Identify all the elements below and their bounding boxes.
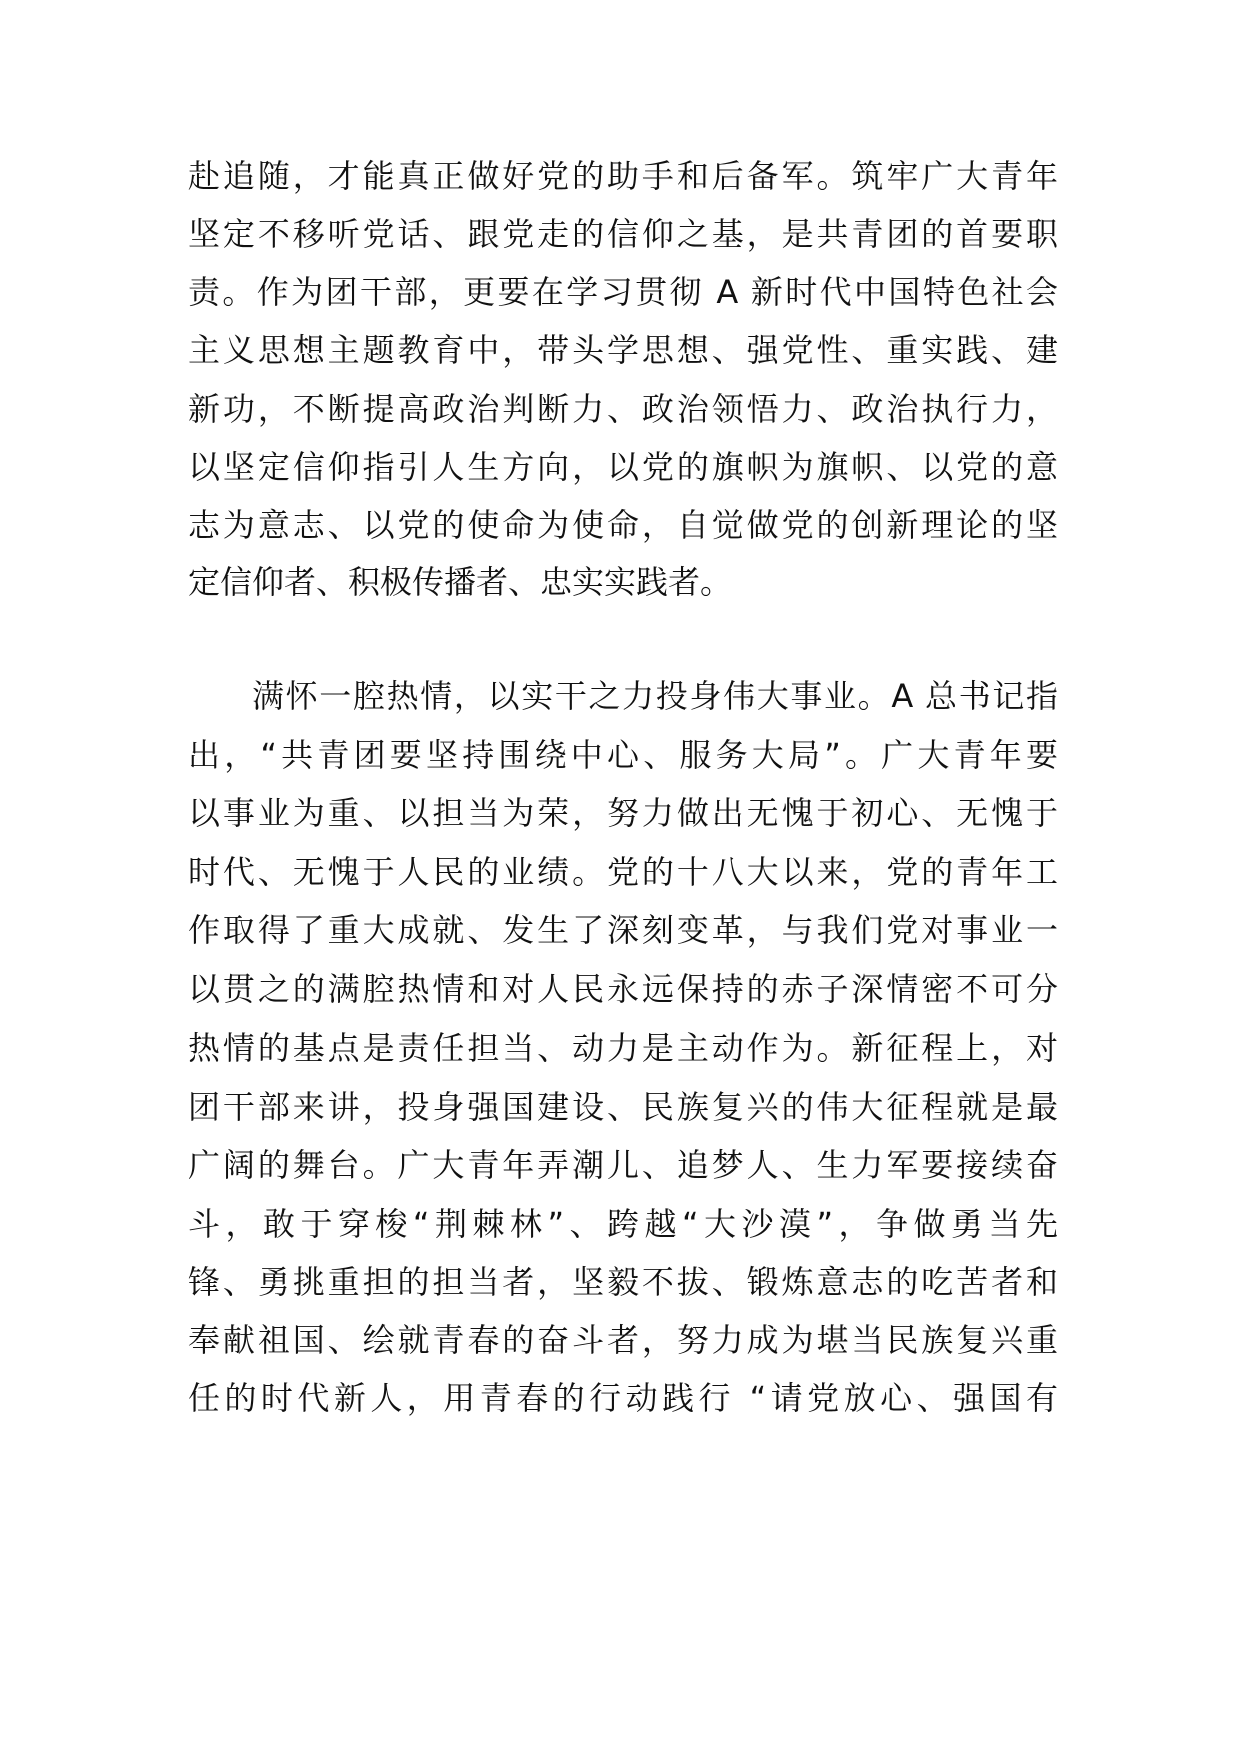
- text-line: 以贯之的满腔热情和对人民永远保持的赤子深情密不可分: [188, 970, 1058, 1008]
- text-line: 满怀一腔热情，以实干之力投身伟大事业。A 总书记指: [252, 677, 1058, 715]
- text-line: 赴追随，才能真正做好党的助手和后备军。筑牢广大青年: [188, 157, 1058, 195]
- text-line: 以事业为重、以担当为荣，努力做出无愧于初心、无愧于: [188, 794, 1058, 832]
- text-line: 主义思想主题教育中，带头学思想、强党性、重实践、建: [188, 331, 1058, 369]
- text-line: 定信仰者、积极传播者、忠实实践者。: [188, 563, 733, 601]
- text-line: 奉献祖国、绘就青春的奋斗者，努力成为堪当民族复兴重: [188, 1321, 1058, 1359]
- text-line: 团干部来讲，投身强国建设、民族复兴的伟大征程就是最: [188, 1088, 1058, 1126]
- text-line: 广阔的舞台。广大青年弄潮儿、追梦人、生力军要接续奋: [188, 1146, 1058, 1184]
- text-line: 新功，不断提高政治判断力、政治领悟力、政治执行力，: [188, 390, 1058, 428]
- text-line: 斗，敢于穿梭“荆棘林”、跨越“大沙漠”，争做勇当先: [188, 1205, 1058, 1243]
- text-line: 坚定不移听党话、跟党走的信仰之基，是共青团的首要职: [188, 215, 1058, 253]
- text-line: 时代、无愧于人民的业绩。党的十八大以来，党的青年工: [188, 853, 1058, 891]
- text-line: 作取得了重大成就、发生了深刻变革，与我们党对事业一: [188, 911, 1058, 949]
- text-line: 锋、勇挑重担的担当者，坚毅不拔、锻炼意志的吃苦者和: [188, 1263, 1058, 1301]
- text-line: 热情的基点是责任担当、动力是主动作为。新征程上，对: [188, 1029, 1058, 1067]
- text-line: 出，“共青团要坚持围绕中心、服务大局”。广大青年要: [188, 736, 1058, 774]
- text-line: 志为意志、以党的使命为使命，自觉做党的创新理论的坚: [188, 506, 1058, 544]
- text-line: 以坚定信仰指引人生方向，以党的旗帜为旗帜、以党的意: [188, 448, 1058, 486]
- text-line: 责。作为团干部，更要在学习贯彻 A 新时代中国特色社会: [188, 273, 1058, 311]
- text-line: 任的时代新人，用青春的行动践行 “请党放心、强国有: [188, 1379, 1058, 1417]
